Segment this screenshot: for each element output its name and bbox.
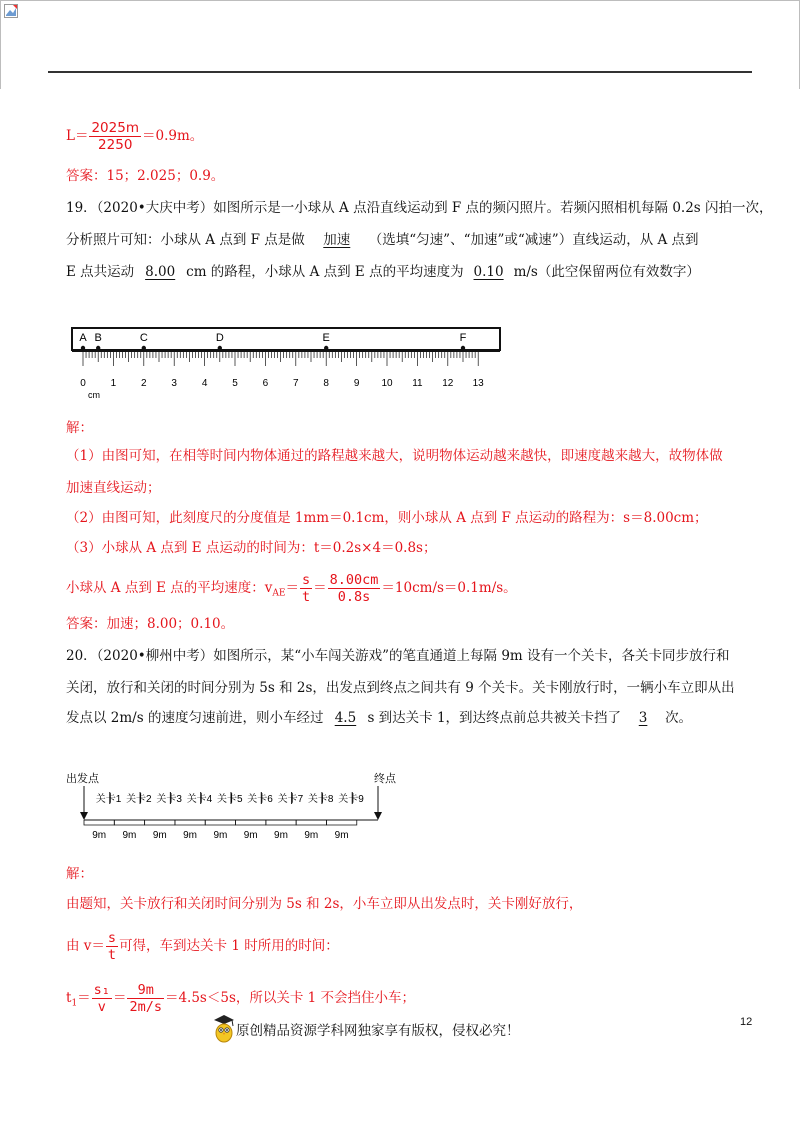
spacing-label: 9m xyxy=(122,830,137,841)
spacing-label: 9m xyxy=(183,830,198,841)
q19-text: cm 的路程，小球从 A 点到 E 点的平均速度为 xyxy=(186,264,464,280)
ruler-number: 0 xyxy=(80,378,86,389)
ball-dot xyxy=(142,346,146,350)
q19-solution-title: 解： xyxy=(66,420,93,436)
ruler-number: 4 xyxy=(201,378,208,389)
owl-graduate-icon xyxy=(212,1014,236,1044)
q20-answer-blank-2: 3 xyxy=(638,710,648,726)
start-arrowhead xyxy=(80,812,88,820)
q19-line1: 19．（2020•大庆中考）如图所示是一小球从 A 点沿直线运动到 F 点的频闪照片。若频闪照相机每隔 0.2s 闪拍一次， xyxy=(66,200,773,216)
gate-label: 关卡1 xyxy=(95,794,122,805)
fraction-denominator: 0.8s xyxy=(337,589,371,605)
q19-solution-4 xyxy=(66,572,517,605)
q20-text: 次。 xyxy=(665,710,693,726)
q20-solution-3 xyxy=(66,982,415,1015)
subscript: 1 xyxy=(71,998,78,1009)
ruler-number: 9 xyxy=(353,378,360,389)
broken-image-icon xyxy=(4,4,18,18)
fraction-numerator: s xyxy=(107,930,117,946)
spacing-bracket xyxy=(175,820,205,825)
header-frame xyxy=(0,0,800,89)
gate-label: 关卡7 xyxy=(277,794,304,805)
gate-label: 关卡3 xyxy=(156,794,182,805)
q20-text: 可得，车到达关卡 1 时所用的时间： xyxy=(119,938,339,954)
q20-text: ＝4.5s＜5s，所以关卡 1 不会挡住小车； xyxy=(164,990,416,1006)
q20-line3 xyxy=(66,708,692,728)
fraction-numerator: s₁ xyxy=(93,982,110,998)
q20-solution-1: 由题知，关卡放行和关闭时间分别为 5s 和 2s，小车立即从出发点时，关卡刚好放行， xyxy=(66,896,583,912)
equals: ＝ xyxy=(313,580,327,596)
q19-solution-2: （2）由图可知，此刻度尺的分度值是 1mm＝0.1cm，则小球从 A 点到 F 点运动的路程为：s＝8.00cm； xyxy=(66,510,708,526)
q19-text: 分析照片可知：小球从 A 点到 F 点是做 xyxy=(66,232,305,248)
photo-frame xyxy=(72,328,500,350)
equals: ＝ xyxy=(285,580,299,596)
ruler-number: 5 xyxy=(232,378,238,389)
formula-prefix: L＝ xyxy=(66,128,89,144)
q19-text: （选填“匀速”、“加速”或“减速”）直线运动，从 A 点到 xyxy=(368,232,699,248)
ruler-number: 2 xyxy=(141,378,147,389)
spacing-label: 9m xyxy=(243,830,258,841)
q20-line2: 关闭，放行和关闭的时间分别为 5s 和 2s，出发点到终点之间共有 9 个关卡。关卡刚放行时，一辆小车立即从出 xyxy=(66,680,735,696)
spacing-label: 9m xyxy=(92,830,107,841)
ball-label: F xyxy=(459,332,467,344)
ruler-unit: cm xyxy=(88,390,100,400)
ruler-number: 7 xyxy=(293,378,299,389)
q19-answer: 答案：加速；8.00；0.10。 xyxy=(66,616,235,632)
ruler-number: 6 xyxy=(262,378,269,389)
ball-dot xyxy=(218,346,222,350)
fraction-numerator: 8.00cm xyxy=(329,572,379,588)
ruler-number: 13 xyxy=(472,378,484,389)
q20-text: 由 v＝ xyxy=(66,938,105,954)
subscript: AE xyxy=(272,588,286,599)
ruler-numbers xyxy=(80,378,484,389)
gate-label: 关卡4 xyxy=(186,794,213,805)
ball-label: B xyxy=(94,332,102,344)
q20-text: t xyxy=(66,990,72,1006)
ruler-number: 12 xyxy=(442,378,454,389)
q19-line3 xyxy=(66,262,700,282)
formula-result: ＝0.9m。 xyxy=(141,128,204,144)
q19-text: E 点共运动 xyxy=(66,264,135,280)
spacing-bracket xyxy=(296,820,326,825)
fraction-denominator: t xyxy=(301,589,311,605)
equals: ＝ xyxy=(112,990,127,1006)
q19-line2 xyxy=(66,230,699,250)
ball-label: C xyxy=(139,332,148,344)
copyright-notice: 原创精品资源学科网独家享有版权，侵权必究！ xyxy=(236,1023,520,1039)
ball-dot xyxy=(81,346,85,350)
gate-road-figure xyxy=(60,768,400,844)
spacing-bracket xyxy=(266,820,296,825)
spacing-bracket xyxy=(236,820,266,825)
end-arrowhead xyxy=(374,812,382,820)
ruler-ticks xyxy=(83,352,478,366)
q19-text: ＝10cm/s＝0.1m/s。 xyxy=(381,580,517,596)
ruler-edge xyxy=(72,350,500,352)
fraction-denominator: v xyxy=(97,999,106,1015)
q19-answer-blank-1: 加速 xyxy=(323,232,351,248)
q19-solution-1a: （1）由图可知，在相等时间内物体通过的路程越来越大，说明物体运动越来越快，即速度越来越大，故物体做 xyxy=(66,448,723,464)
gate-label: 关卡2 xyxy=(126,794,152,805)
spacing-label: 9m xyxy=(152,830,167,841)
spacing-bracket xyxy=(205,820,235,825)
ball-label: D xyxy=(215,332,224,344)
q19-solution-3: （3）小球从 A 点到 E 点运动的时间为：t＝0.2s×4＝0.8s； xyxy=(66,540,437,556)
q20-solution-2 xyxy=(66,930,339,963)
q19-answer-blank-3: 0.10 xyxy=(473,264,504,280)
header-rule xyxy=(48,71,752,73)
fraction-denominator: 2m/s xyxy=(129,999,162,1015)
gate-label: 关卡6 xyxy=(247,794,273,805)
q20-text: 发点以 2m/s 的速度匀速前进，则小车经过 xyxy=(66,710,324,726)
ruler-number: 1 xyxy=(110,378,117,389)
ruler-number: 3 xyxy=(171,378,177,389)
spacing-label: 9m xyxy=(304,830,319,841)
fraction-numerator: 2025m xyxy=(91,120,139,136)
q19-text: 小球从 A 点到 E 点的平均速度：v xyxy=(66,580,273,596)
q19-text: m/s（此空保留两位有效数字） xyxy=(513,264,700,280)
ball-positions xyxy=(79,332,466,350)
spacing-bracket xyxy=(326,820,356,825)
equals: ＝ xyxy=(77,990,91,1006)
spacing-bracket xyxy=(114,820,144,825)
q20-text: s 到达关卡 1，到达终点前总共被关卡挡了 xyxy=(367,710,622,726)
spacing-bracket xyxy=(145,820,175,825)
fraction-denominator: t xyxy=(107,947,117,963)
ball-dot xyxy=(324,346,328,350)
ball-dot xyxy=(461,346,465,350)
ball-label: E xyxy=(322,332,330,344)
ball-dot xyxy=(96,346,100,350)
q19-answer-blank-2: 8.00 xyxy=(145,264,176,280)
q20-line1: 20．（2020•柳州中考）如图所示，某“小车闯关游戏”的笔直通道上每隔 9m 设有一个关卡，各关卡同步放行和 xyxy=(66,648,730,664)
end-label: 终点 xyxy=(374,773,396,785)
gate-label: 关卡5 xyxy=(217,794,243,805)
fraction-denominator: 2250 xyxy=(98,137,133,153)
spacing-label: 9m xyxy=(334,830,349,841)
ball-label: A xyxy=(79,332,87,344)
prev-answer: 答案：15；2.025；0.9。 xyxy=(66,168,225,184)
spacing-label: 9m xyxy=(274,830,288,841)
fraction-numerator: s xyxy=(301,572,311,588)
gate-label: 关卡8 xyxy=(307,794,334,805)
spacing-labels xyxy=(84,820,357,841)
page-number: 12 xyxy=(740,1016,753,1028)
ruler-number: 11 xyxy=(412,378,423,389)
ruler-number: 8 xyxy=(323,378,329,389)
start-label: 出发点 xyxy=(66,773,99,785)
ruler-number: 10 xyxy=(381,378,393,389)
ruler-figure xyxy=(60,320,510,402)
gate-label: 关卡9 xyxy=(338,794,364,805)
footer xyxy=(212,1014,520,1044)
spacing-bracket xyxy=(84,820,114,825)
gates xyxy=(96,792,364,805)
prev-formula xyxy=(66,120,203,153)
spacing-label: 9m xyxy=(213,830,228,841)
fraction-numerator: 9m xyxy=(127,982,164,999)
q20-solution-title: 解： xyxy=(66,866,93,882)
q19-solution-1b: 加速直线运动； xyxy=(66,480,161,496)
q20-answer-blank-1: 4.5 xyxy=(334,710,357,726)
